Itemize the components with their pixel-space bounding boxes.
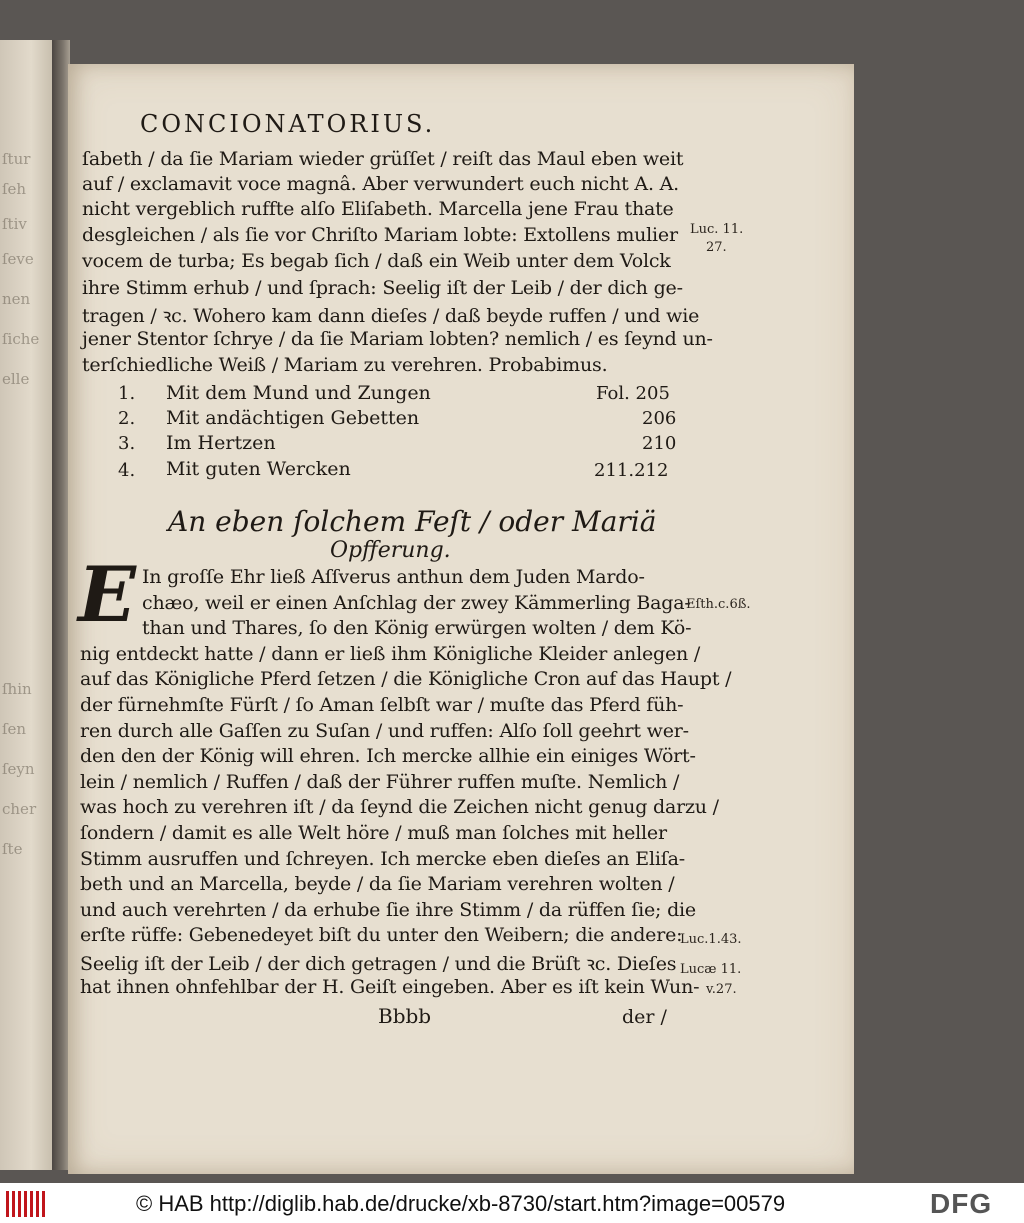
text-line: jener Stentor ſchrye / da ſie Mariam lobten? nemlich / es ſeynd un- [82,328,713,350]
body-line: than und Thares, ſo den König erwürgen wolten / dem Kö- [142,617,692,640]
left-facing-page: ſtur ſeh ſtiv ſeve nen ſiche elle ſhin ſen ſeyn cher ſte [0,40,52,1170]
footer-bar [0,1183,1024,1223]
dfg-logo: DFG [930,1188,993,1219]
text-line: vocem de turba; Es begab ſich / daß ein Weib unter dem Volck [82,250,671,272]
text-line: terſchiedliche Weiß / Mariam zu verehren. Probabimus. [82,354,608,376]
list-num-4: 4. [118,460,136,481]
body-line: lein / nemlich / Ruffen / daß der Führer ruffen muſte. Nemlich / [80,770,680,793]
margin-note-luc11: Luc. 11. [690,222,744,237]
body-line: erſte rüffe: Gebenedeyet biſt du unter den Weibern; die andere: [80,924,683,947]
margin-note-luc11-verse: 27. [706,240,727,255]
body-line: der fürnehmſte Fürſt / ſo Aman ſelbſt war / muſte das Pferd füh- [80,694,684,716]
list-text-2: Mit andächtigen Gebetten [166,407,420,429]
list-fol-2: 206 [642,408,677,429]
margin-note-luc11b-verse: v.27. [706,982,737,997]
section-heading: An eben ſolchem Feſt / oder Mariä [168,505,657,538]
text-line: auf / exclamavit voce magnâ. Aber verwundert euch nicht A. A. [82,173,679,195]
section-subheading: Opfferung. [330,538,451,563]
signature-mark: Bbbb [378,1004,432,1028]
body-line: und auch verehrten / da erhube ſie ihre Stimm / da rüffen ſie; die [80,898,696,921]
decorated-initial: E [78,550,136,639]
list-num-3: 3. [118,433,136,454]
list-text-3: Im Hertzen [166,432,276,454]
list-num-1: 1. [118,383,136,404]
margin-note-luc1: Luc.1.43. [680,932,742,947]
body-line: beth und an Marcella, beyde / da ſie Mariam verehren wolten / [80,873,675,896]
body-line: nig entdeckt hatte / dann er ließ ihm Königliche Kleider anlegen / [80,642,701,665]
body-line: den den der König will ehren. Ich mercke allhie ein einiges Wört- [80,745,696,768]
body-line: In groſſe Ehr ließ Aſſverus anthun dem Juden Mardo- [142,566,645,588]
body-line: hat ihnen ohnfehlbar der H. Geiſt eingeben. Aber es iſt kein Wun- [80,975,700,998]
margin-note-luc11b: Lucæ 11. [680,962,742,977]
body-line: ren durch alle Gaſſen zu Suſan / und ruffen: Alſo ſoll geehrt wer- [80,719,689,742]
body-line: was hoch zu verehren iſt / da ſeynd die Zeichen nicht genug darzu / [80,796,719,819]
body-line: Seelig iſt der Leib / der dich getragen / und die Brüſt ꝛc. Dieſes [80,953,677,975]
text-line: desgleichen / als ſie vor Chriſto Mariam lobte: Extollens mulier [82,224,678,246]
list-text-1: Mit dem Mund und Zungen [166,382,431,404]
text-line: tragen / ꝛc. Wohero kam dann dieſes / daß beyde ruffen / und wie [82,305,700,327]
margin-note-esth: Eſth.c.6ß. [686,597,751,612]
list-num-2: 2. [118,408,136,429]
list-fol-3: 210 [642,433,677,454]
list-fol-1: Fol. 205 [596,383,670,404]
text-line: ſabeth / da ſie Mariam wieder grüſſet / reiſt das Maul eben weit [82,148,684,170]
text-line: nicht vergeblich ruffte alſo Eliſabeth. Marcella jene Frau thate [82,198,674,220]
running-header: CONCIONATORIUS. [140,110,436,138]
list-text-4: Mit guten Wercken [166,458,351,480]
body-line: auf das Königliche Pferd ſetzen / die Königliche Cron auf das Haupt / [80,668,732,691]
hab-logo-icon [6,1191,46,1217]
body-line: ſondern / damit es alle Welt höre / muß man ſolches mit heller [80,822,667,844]
body-line: Stimm ausruffen und ſchreyen. Ich mercke eben dieſes an Eliſa- [80,847,685,870]
footer-copyright-link[interactable]: © HAB http://diglib.hab.de/drucke/xb-8730/start.htm?image=00579 [136,1191,786,1216]
text-line: ihre Stimm erhub / und ſprach: Seelig iſt der Leib / der dich ge- [82,277,683,299]
list-fol-4: 211.212 [594,460,669,481]
catchword: der / [622,1006,667,1028]
body-line: chæo, weil er einen Anſchlag der zwey Kämmerling Baga- [142,591,691,614]
